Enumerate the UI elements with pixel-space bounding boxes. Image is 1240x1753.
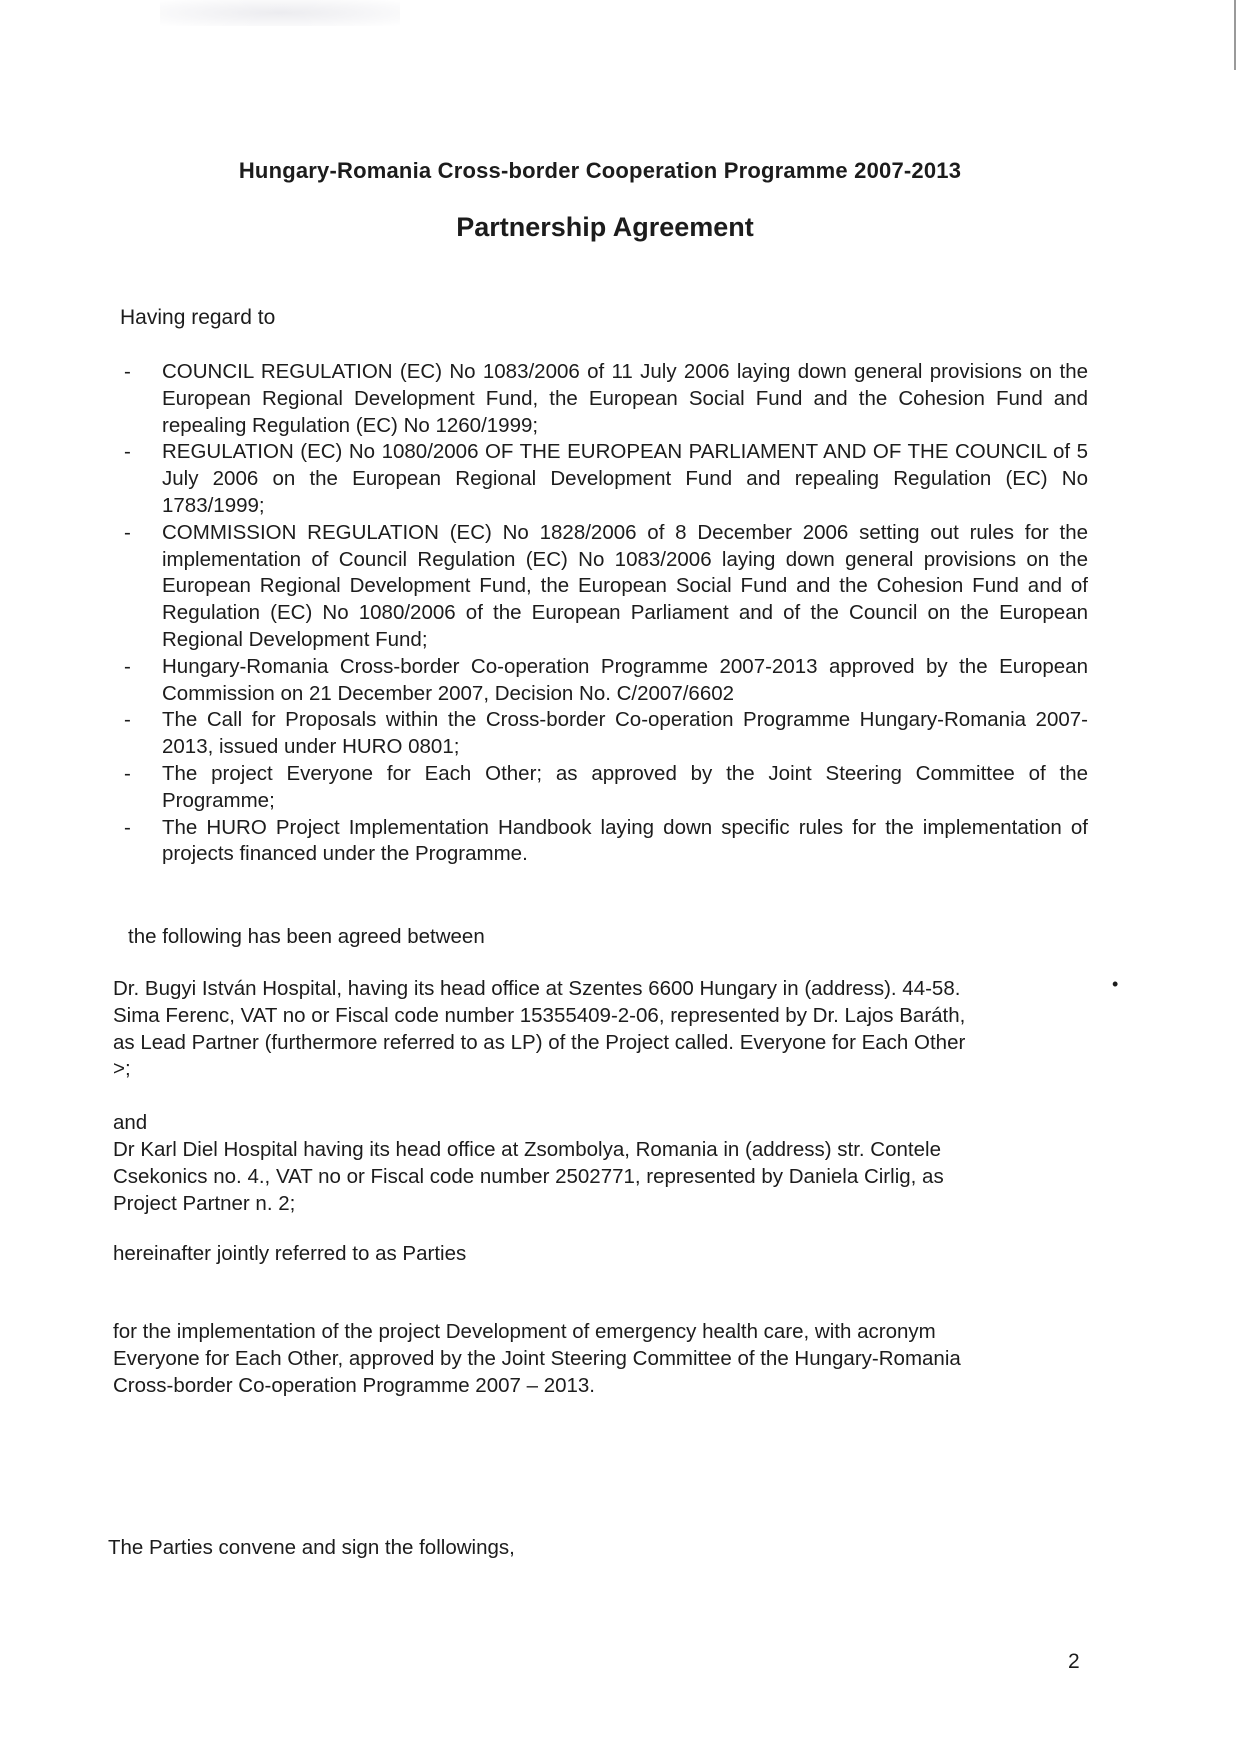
partner-line: Project Partner n. 2; [113,1191,296,1215]
scan-smudge [160,0,400,26]
list-item-text: COUNCIL REGULATION (EC) No 1083/2006 of 11 July 2006 laying down general provisions on the European Regional Development Fund, the European Social Fund and the Cohesion Fund and repealing Regulation (EC) No 1260/1999; [162,360,1088,437]
convene-statement: The Parties convene and sign the followings, [108,1536,515,1559]
list-item-text: The HURO Project Implementation Handbook laying down specific rules for the implementation of projects financed under the Programme. [162,815,1088,866]
list-item [118,707,1088,761]
lead-partner-line: Sima Ferenc, VAT no or Fiscal code number 15355409-2-06, represented by Dr. Lajos Baráth, [113,1003,966,1027]
lead-partner-paragraph [113,976,1088,1083]
list-item-text: The project Everyone for Each Other; as approved by the Joint Steering Committee of the Programme; [162,761,1088,812]
list-item [118,439,1088,519]
lead-partner-line: >; [113,1057,131,1081]
having-regard-label: Having regard to [120,306,276,329]
programme-header: Hungary-Romania Cross-border Cooperation Programme 2007-2013 [238,158,962,183]
page-title: Partnership Agreement [456,212,754,242]
implementation-paragraph [113,1319,1088,1399]
bullet-dash: - [124,815,131,839]
scan-edge-mark [1234,0,1236,70]
list-item [118,520,1088,654]
list-item-text: REGULATION (EC) No 1080/2006 OF THE EUROPEAN PARLIAMENT AND OF THE COUNCIL of 5 July 2006 on the European Regional Development Fund and repealing Regulation (EC) No 1783/1999; [162,440,1088,517]
page-number: 2 [1068,1650,1080,1673]
agreed-between-line: the following has been agreed between [128,925,485,948]
bullet-dash: - [124,708,131,732]
list-item-text: Hungary-Romania Cross-border Co-operation Programme 2007-2013 approved by the European Commission on 21 December 2007, Decision No. C/2007/6602 [162,654,1088,705]
list-item-text: The Call for Proposals within the Cross-border Co-operation Programme Hungary-Romania 2007-2013, issued under HURO 0801; [162,708,1088,759]
partner-line: Dr Karl Diel Hospital having its head office at Zsombolya, Romania in (address) str. Contele [113,1138,941,1161]
list-item [118,359,1088,439]
list-item [118,815,1088,869]
bullet-dash: - [124,654,131,678]
bullet-dash: - [124,360,131,383]
lead-partner-line: Dr. Bugyi István Hospital, having its head office at Szentes 6600 Hungary in (address). 44-58. [113,977,961,1000]
implementation-line: Cross-border Co-operation Programme 2007 – 2013. [113,1373,596,1397]
partner-line: Csekonics no. 4., VAT no or Fiscal code number 2502771, represented by Daniela Cirlig, as [113,1164,944,1188]
list-item [118,761,1088,815]
project-partner-paragraph [113,1137,1088,1217]
parties-definition: hereinafter jointly referred to as Parties [113,1242,467,1265]
implementation-line: for the implementation of the project Development of emergency health care, with acronym [113,1320,936,1343]
list-item-text: COMMISSION REGULATION (EC) No 1828/2006 of 8 December 2006 setting out rules for the implementation of Council Regulation (EC) No 1083/2006 laying down general provisions on the European Regional Development Fund, the European Social Fund and the Cohesion Fund and of Regulation (EC) No 1080/2006 of the European Parliament and of the Council on the European Regional Development Fund; [162,520,1088,651]
regard-list [118,359,1088,868]
lead-partner-line: as Lead Partner (furthermore referred to as LP) of the Project called. Everyone for Each Other [113,1030,966,1054]
stray-mark: • [1112,974,1119,994]
bullet-dash: - [124,440,131,464]
bullet-dash: - [124,761,131,785]
and-connector: and [113,1111,148,1134]
list-item [118,654,1088,708]
bullet-dash: - [124,520,131,544]
implementation-line: Everyone for Each Other, approved by the Joint Steering Committee of the Hungary-Romania [113,1346,961,1370]
